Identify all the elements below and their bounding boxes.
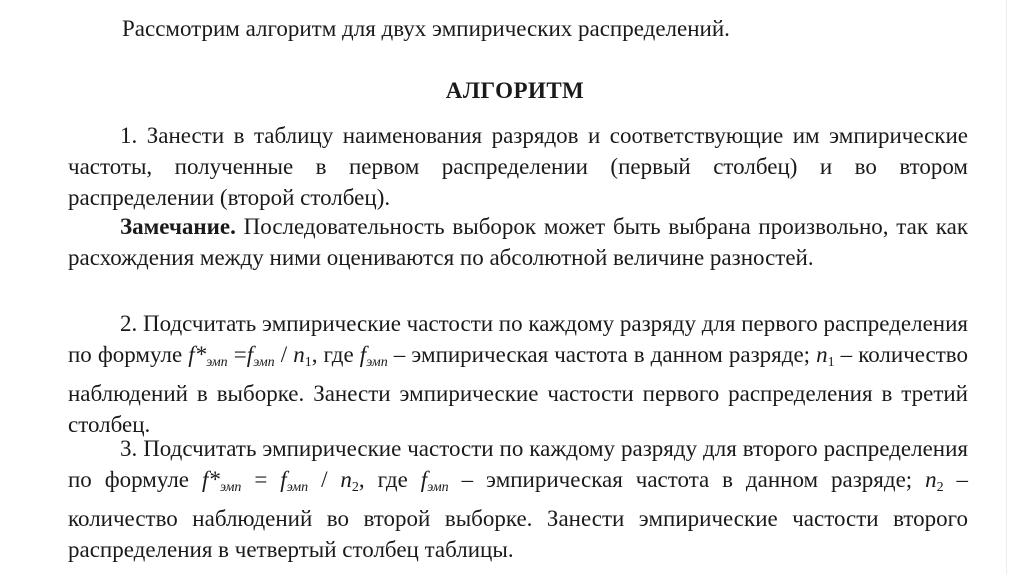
step-3-paragraph [68,433,968,565]
step-2-middle: – эмпирическая частота в данном разряде; [387,342,817,367]
formula-f-star: f* [188,342,207,367]
formula-subscript: эмп [253,355,275,370]
step-3-where: , где [358,467,421,492]
note-paragraph [68,211,968,273]
formula-divide: / [274,342,294,367]
formula-subscript: эмп [366,355,388,370]
formula-divide: / [308,467,341,492]
formula-n-subscript: 1 [827,355,835,370]
formula-n: n [925,467,937,492]
formula-n-subscript: 1 [304,355,312,370]
formula-equals: = [241,467,281,492]
formula-subscript: эмп [219,480,242,495]
step-2-intro: 2. Подсчитать эмпирические частости по каждому разряду для первого распределения по формуле [68,311,968,367]
step-2-where: , где [311,342,360,367]
step-2-rest: – количество наблюдений в выборке. Занести эмпирические частости первого распределения в третий столбец. [68,342,969,437]
note-label: Замечание. [120,214,236,239]
step-1-paragraph [68,120,968,213]
step-2-paragraph [68,308,968,440]
formula-f-star: f* [201,467,220,492]
formula-equals: = [227,342,247,367]
step-3-rest: – количество наблюдений во второй выборке. Занести эмпирические частости второго распределения в четвертый столбец таблицы. [68,467,969,562]
formula-f: f [359,342,367,367]
algorithm-heading: АЛГОРИТМ [445,78,585,103]
formula-f: f [420,467,428,492]
note-text: Последовательность выборок может быть выбрана произвольно, так как расхождения между ними оцениваются по абсолютной величине разностей. [68,214,968,270]
formula-n: n [340,467,352,492]
formula-n-subscript: 2 [936,480,944,495]
formula-n-subscript: 2 [351,480,359,495]
formula-subscript: эмп [206,355,228,370]
formula-f: f [280,467,287,492]
formula-n: n [816,342,828,367]
step-1-text: 1. Занести в таблицу наименования разрядов и соответствующие им эмпирические частоты, полученные в первом распределении (первый столбец) и во втором распределении (второй столбец). [68,123,968,210]
intro-text: Рассмотрим алгоритм для двух эмпирических распределений. [122,16,730,41]
formula-n: n [293,342,305,367]
right-edge-strip [1006,0,1024,574]
formula-subscript: эмп [286,480,309,495]
step-3-middle: – эмпирическая частота в данном разряде; [448,467,926,492]
formula-f: f [246,342,254,367]
step-3-intro: 3. Подсчитать эмпирические частости по каждому разряду для второго распределения по формуле [68,436,968,492]
formula-subscript: эмп [427,480,449,495]
